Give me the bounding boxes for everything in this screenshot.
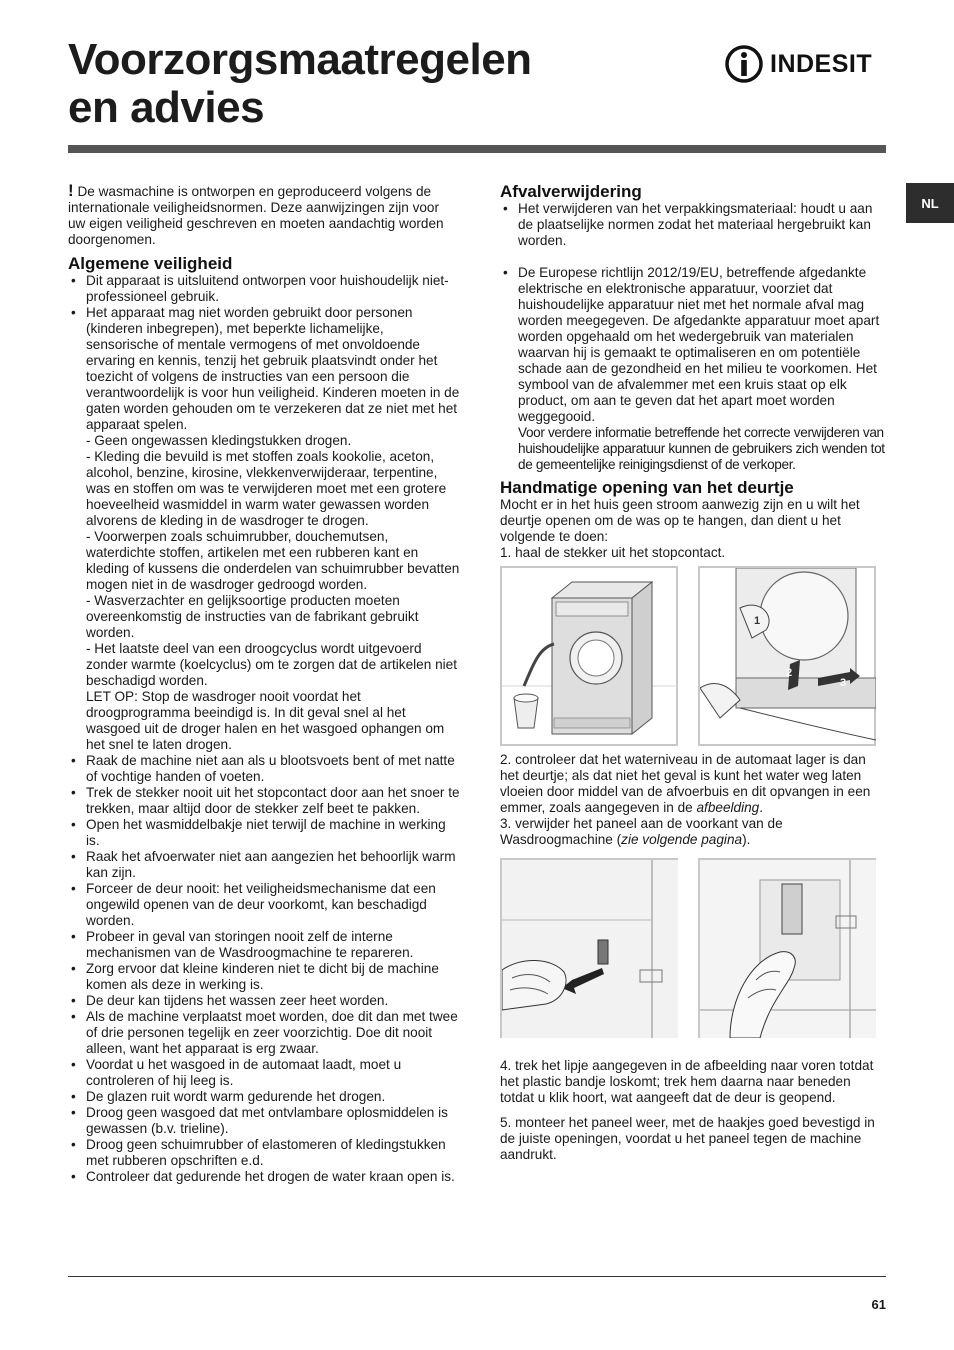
list-item: • Droog geen schuimrubber of elastomeren of kledingstukken met rubberen opschriften e.d. — [68, 1137, 460, 1169]
brand-name: INDESIT — [770, 49, 873, 78]
figure-label-3: 3 — [840, 677, 847, 689]
list-item: • Forceer de deur nooit: het veiligheidsmechanisme dat een ongewild openen van de deur voorkomt, kan beschadigd worden. — [68, 881, 460, 929]
title-line-1: Voorzorgsmaatregelen — [68, 35, 532, 84]
pull-tab-illustration — [502, 860, 678, 1038]
language-tab — [906, 183, 954, 223]
brand-i-icon — [724, 44, 764, 84]
step-5: 5. monteer het paneel weer, met de haakjes goed bevestigd in de juiste openingen, voordat u het paneel tegen de machine aandrukt. — [500, 1115, 875, 1162]
list-item: • Droog geen wasgoed dat met ontvlambare oplosmiddelen is gewassen (b.v. trieline). — [68, 1105, 460, 1137]
list-item: • Dit apparaat is uitsluitend ontworpen voor huishoudelijk niet-professioneel gebruik. — [68, 273, 460, 305]
list-item: • Voordat u het wasgoed in de automaat laadt, moet u controleren of hij leeg is. — [68, 1057, 460, 1089]
intro-text: De wasmachine is ontworpen en geproduceerd volgens de internationale veiligheidsnormen. Deze aanwijzingen zijn voor uw eigen veiligheid geschreven en moeten aandachtig worden doorgenomen. — [68, 184, 444, 247]
manual-door-heading: Handmatige opening van het deurtje — [500, 478, 794, 497]
figure-drain-hose — [500, 566, 678, 746]
step-2-text: 2. controleer dat het waterniveau in de automaat lager is dan het deurtje; als dat niet het geval is kunt het water weg laten vloeien door middel van de afvoerbuis en dit opvangen in een emmer, zoals aangegeven in de — [500, 752, 871, 815]
figure-label-1: 1 — [754, 615, 761, 627]
left-column — [68, 183, 460, 1185]
footer-divider — [68, 1276, 886, 1277]
title-divider — [68, 145, 886, 153]
washing-machine-drain-illustration — [502, 568, 678, 746]
sub-item: LET OP: Stop de wasdroger nooit voordat het droogprogramma beeindigd is. In dit geval snel al het wasgoed uit de droger halen en het wasgoed ophangen om het snel te laten drogen. — [86, 689, 445, 752]
list-item: • Als de machine verplaatst moet worden, doe dit dan met twee of drie personen tegelijk en zeer voorzichtig. Doe dit nooit alleen, want het apparaat is erg zwaar. — [68, 1009, 460, 1057]
list-item: • Probeer in geval van storingen nooit zelf de interne mechanismen van de Wasdroogmachine te repareren. — [68, 929, 460, 961]
step-1: 1. haal de stekker uit het stopcontact. — [500, 545, 726, 560]
step-2-end: . — [759, 800, 764, 815]
step-3 — [500, 816, 888, 848]
general-safety-heading: Algemene veiligheid — [68, 254, 233, 273]
page-number: 61 — [871, 1297, 886, 1312]
step-3-end: ). — [742, 832, 751, 847]
sub-item: - Voorwerpen zoals schuimrubber, douchemutsen, waterdichte stoffen, artikelen met een rubberen kant en kleding of kussens die onderdelen van schuimrubber bevatten mogen niet in de wasdroger gedroogd worden. — [86, 529, 460, 592]
sub-item: - Kleding die bevuild is met stoffen zoals kookolie, aceton, alcohol, benzine, kirosine, vlekkenverwijderaar, terpentine, was en stoffen om was te verwijderen moet met een grotere hoeveelheid wasmiddel in warm water gewassen worden alvorens de kleding in de wasdroger te drogen. — [86, 449, 447, 528]
tab-closeup-illustration — [700, 860, 876, 1038]
figure-row-2 — [500, 858, 888, 1038]
general-safety-list — [68, 273, 460, 1185]
indesit-logo — [724, 44, 888, 84]
sub-item: - Geen ongewassen kledingstukken drogen. — [86, 433, 352, 448]
list-item-text: • Het apparaat mag niet worden gebruikt door personen (kinderen inbegrepen), met beperkte lichamelijke, sensorische of mentale vermogens of met onvoldoende ervaring en kennis, tenzij het gebruik plaatsvindt onder het toezicht of volgens de instructies van een persoon die verantwoordelijk is voor hun veiligheid. Kinderen moeten in de gaten worden gehouden om te verzekeren dat ze niet met het apparaat spelen. — [86, 305, 460, 432]
language-tab-label: NL — [921, 195, 939, 211]
sub-item: - Wasverzachter en gelijksoortige producten moeten overeenkomstig de instructies van de fabrikant gebruikt worden. — [86, 593, 419, 640]
figure-tab-closeup — [698, 858, 876, 1038]
warning-marker: ! — [68, 181, 74, 200]
figure-label-2: 2 — [786, 667, 793, 679]
title-line-2: en advies — [68, 83, 265, 132]
page-title — [68, 36, 668, 132]
list-item-text: • De Europese richtlijn 2012/19/EU, betreffende afgedankte elektrische en elektronische apparatuur, voorziet dat huishoudelijke apparatuur niet met het normale afval mag worden meegegeven. De afgedankte apparatuur moet apart worden opgehaald om het wedergebruik van materialen waarvan hij is gemaakt te optimaliseren en om potentiële schade aan de gezondheid en het milieu te voorkomen. Het symbool van de afvalemmer met een kruis staat op elk product, om aan te geven dat het apart moet worden weggegooid. — [518, 265, 880, 424]
list-item-text: Voor verdere informatie betreffende het correcte verwijderen van huishoudelijke apparatuur kunnen de gebruikers zich wenden tot de gemeentelijke reinigingsdienst of de verkoper. — [518, 425, 885, 472]
list-item — [500, 265, 888, 473]
list-item: • Zorg ervoor dat kleine kinderen niet te dicht bij de machine komen als deze in werking is. — [68, 961, 460, 993]
step-3-text: 3. verwijder het paneel aan de voorkant van de Wasdroogmachine ( — [500, 816, 783, 847]
waste-heading: Afvalverwijdering — [500, 182, 642, 201]
right-column — [500, 183, 888, 1163]
list-item: • Trek de stekker nooit uit het stopcontact door aan het snoer te trekken, maar altijd door de stekker zelf beet te pakken. — [68, 785, 460, 817]
step-3-emphasis: zie volgende pagina — [621, 832, 743, 847]
step-4: 4. trek het lipje aangegeven in de afbeelding naar voren totdat het plastic bandje loskomt; trek hem daarna naar beneden totdat u klik hoort, wat aangeeft dat de deur is geopend. — [500, 1058, 874, 1105]
list-item: • Raak de machine niet aan als u blootsvoets bent of met natte of vochtige handen of voeten. — [68, 753, 460, 785]
list-item — [68, 305, 460, 753]
panel-removal-illustration — [700, 568, 876, 746]
figure-row-1 — [500, 566, 888, 746]
step-2-emphasis: afbeelding — [696, 800, 760, 815]
list-item: • Controleer dat gedurende het drogen de water kraan open is. — [68, 1169, 460, 1185]
manual-door-intro: Mocht er in het huis geen stroom aanwezig zijn en u wilt het deurtje openen om de was op te hangen, dan dient u het volgende te doen: — [500, 497, 860, 544]
list-item: • Het verwijderen van het verpakkingsmateriaal: houdt u aan de plaatselijke normen zodat het materiaal hergebruikt kan worden. — [500, 201, 888, 249]
list-item: • De deur kan tijdens het wassen zeer heet worden. — [68, 993, 460, 1009]
figure-pull-tab — [500, 858, 678, 1038]
step-2 — [500, 752, 888, 816]
figure-panel-steps — [698, 566, 876, 746]
list-item: • Open het wasmiddelbakje niet terwijl de machine in werking is. — [68, 817, 460, 849]
intro-paragraph — [68, 183, 460, 248]
list-item: • De glazen ruit wordt warm gedurende het drogen. — [68, 1089, 460, 1105]
waste-list — [500, 201, 888, 473]
list-item: • Raak het afvoerwater niet aan aangezien het behoorlijk warm kan zijn. — [68, 849, 460, 881]
sub-item: - Het laatste deel van een droogcyclus wordt uitgevoerd zonder warmte (koelcyclus) om te zorgen dat de artikelen niet beschadigd worden. — [86, 641, 457, 688]
